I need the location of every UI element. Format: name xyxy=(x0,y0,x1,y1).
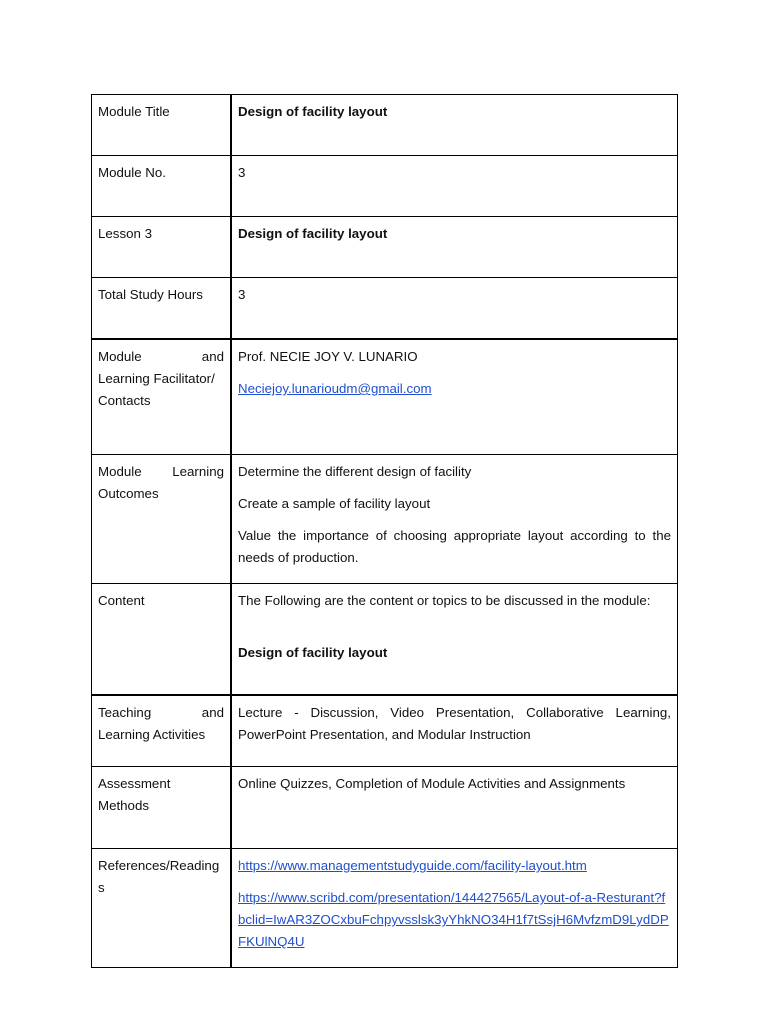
outcome-item: Create a sample of facility layout xyxy=(238,496,431,511)
lesson-label: Lesson 3 xyxy=(92,217,232,278)
assessment-label: Assessment Methods xyxy=(92,767,232,849)
module-title-value: Design of facility layout xyxy=(231,95,678,156)
table-row xyxy=(92,278,678,340)
table-row xyxy=(92,156,678,217)
references-value xyxy=(231,849,678,968)
table-row xyxy=(92,339,678,455)
table-row xyxy=(92,849,678,968)
reference-link[interactable]: https://www.scribd.com/presentation/144427565/Layout-of-a-Resturant?fbclid=IwAR3ZOCxbuFchpyvsslsk3yYhkNO34H1f7tSsjH6MvfzmD9LydDPFKUlNQ4U xyxy=(238,890,669,949)
outcomes-label xyxy=(92,455,232,584)
module-info-table xyxy=(91,94,678,968)
study-hours-label: Total Study Hours xyxy=(92,278,232,340)
lesson-value: Design of facility layout xyxy=(231,217,678,278)
facilitator-name: Prof. NECIE JOY V. LUNARIO xyxy=(238,349,418,364)
references-label: References/Readings xyxy=(92,849,232,968)
activities-label-rest: Learning Activities xyxy=(98,727,206,742)
facilitator-value xyxy=(231,339,678,455)
content-value xyxy=(231,584,678,696)
table-row xyxy=(92,767,678,849)
content-label: Content xyxy=(92,584,232,696)
activities-value: Lecture - Discussion, Video Presentation, Collaborative Learning, PowerPoint Presentation, and Modular Instruction xyxy=(231,695,678,767)
module-title-label: Module Title xyxy=(92,95,232,156)
facilitator-label xyxy=(92,339,232,455)
module-no-value: 3 xyxy=(231,156,678,217)
activities-label-line1: Teaching and xyxy=(98,705,224,720)
activities-label xyxy=(92,695,232,767)
assessment-value: Online Quizzes, Completion of Module Activities and Assignments xyxy=(231,767,678,849)
table-row xyxy=(92,584,678,696)
facilitator-label-line1: Module and xyxy=(98,349,224,364)
facilitator-email-link[interactable]: Neciejoy.lunarioudm@gmail.com xyxy=(238,381,432,396)
outcomes-value xyxy=(231,455,678,584)
outcomes-label-line1: Module Learning xyxy=(98,464,224,479)
reference-link[interactable]: https://www.managementstudyguide.com/facility-layout.htm xyxy=(238,858,587,873)
table-row xyxy=(92,95,678,156)
table-row xyxy=(92,455,678,584)
content-topic: Design of facility layout xyxy=(238,645,388,660)
outcomes-label-rest: Outcomes xyxy=(98,486,159,501)
study-hours-value: 3 xyxy=(231,278,678,340)
table-row xyxy=(92,695,678,767)
outcome-item: Determine the different design of facility xyxy=(238,464,472,479)
module-no-label: Module No. xyxy=(92,156,232,217)
table-row xyxy=(92,217,678,278)
facilitator-label-rest: Learning Facilitator/Contacts xyxy=(98,371,215,408)
content-intro: The Following are the content or topics to be discussed in the module: xyxy=(238,593,651,608)
outcome-item: Value the importance of choosing appropriate layout according to the needs of production. xyxy=(238,528,671,565)
